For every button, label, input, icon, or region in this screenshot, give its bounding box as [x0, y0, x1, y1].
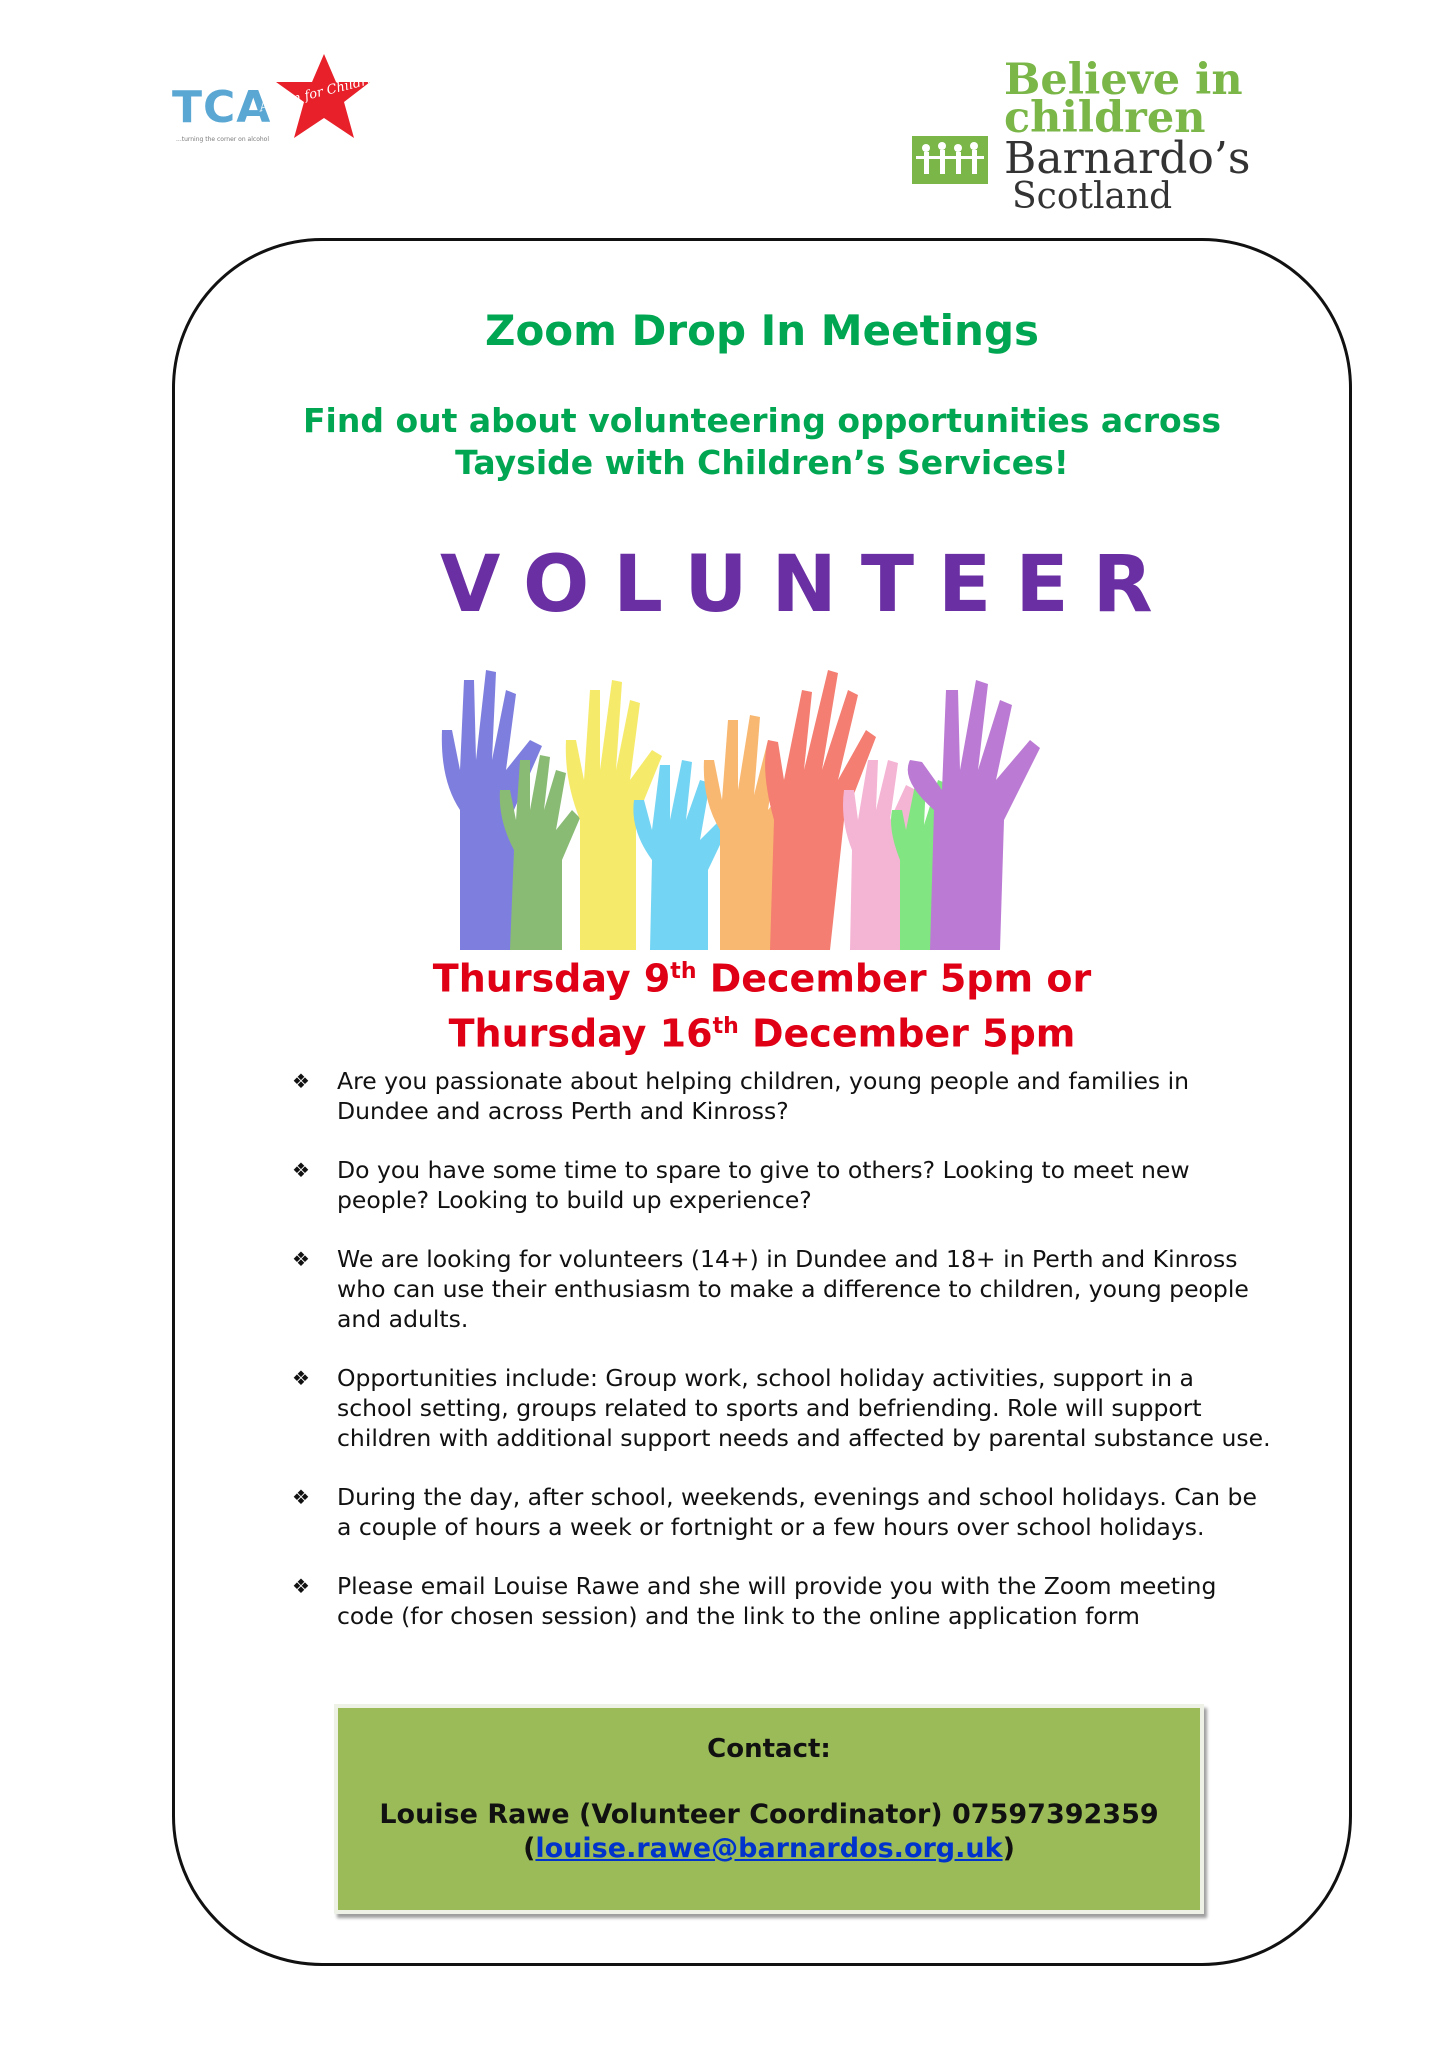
list-item: ❖ Please email Louise Rawe and she will provide you with the Zoom meeting code (for chosen session) and the link to the online application form — [292, 1572, 1217, 1630]
date-line-1: Thursday 9th December 5pm or — [432, 956, 1092, 1001]
diamond-bullet-icon: ❖ — [292, 1247, 310, 1271]
list-item: ❖ Opportunities include: Group work, school holiday activities, support in a school setting, groups related to sports and befriending. Role will support children with additional support needs and affected by parental substance use. — [292, 1364, 1271, 1452]
diamond-bullet-icon: ❖ — [292, 1366, 310, 1390]
believe-in-text: Believe in — [1004, 55, 1243, 105]
barnardos-name: Barnardo’s — [1004, 133, 1251, 184]
barnardos-logo — [912, 55, 1332, 228]
volunteer-banner-text: VOLUNTEER — [440, 540, 1177, 630]
info-bullet-list — [292, 1066, 1272, 1660]
tca-tagline: ...turning the corner on alcohol — [176, 136, 270, 143]
diamond-bullet-icon: ❖ — [292, 1485, 310, 1509]
tca-logo — [168, 52, 385, 143]
list-item: ❖ We are looking for volunteers (14+) in Dundee and 18+ in Perth and Kinross who can use their enthusiasm to make a difference to children, young people and adults. — [292, 1245, 1249, 1333]
contact-email-link[interactable]: louise.rawe@barnardos.org.uk — [535, 1833, 1003, 1864]
date-line-2: Thursday 16th December 5pm — [448, 1011, 1076, 1056]
contact-box — [334, 1704, 1204, 1914]
subtitle-line-1: Find out about volunteering opportunities across — [302, 401, 1221, 440]
contact-name-phone: Louise Rawe (Volunteer Coordinator) 07597392359 — [379, 1799, 1159, 1830]
list-item: ❖ During the day, after school, weekends, evenings and school holidays. Can be a couple of hours a week or fortnight or a few hours over school holidays. — [292, 1483, 1257, 1541]
action-for-children-star-icon — [257, 52, 385, 144]
diamond-bullet-icon: ❖ — [292, 1158, 310, 1182]
meeting-dates — [172, 948, 1352, 1057]
barnardos-people-icon — [912, 136, 988, 184]
diamond-bullet-icon: ❖ — [292, 1069, 310, 1093]
barnardos-region: Scotland — [1012, 176, 1173, 217]
action-for-children-text: Action for Children — [257, 70, 385, 116]
page-subtitle — [172, 400, 1352, 484]
contact-label: Contact: — [707, 1734, 831, 1764]
list-item: ❖ Do you have some time to spare to give to others? Looking to meet new people? Looking to build up experience? — [292, 1156, 1190, 1214]
tca-logo-text: TCA — [172, 82, 272, 133]
page-title: Zoom Drop In Meetings — [484, 306, 1040, 355]
raised-hands-illustration — [430, 660, 1070, 950]
list-item: ❖ Are you passionate about helping children, young people and families in Dundee and across Perth and Kinross? — [292, 1067, 1190, 1125]
diamond-bullet-icon: ❖ — [292, 1574, 310, 1598]
subtitle-line-2: Tayside with Children’s Services! — [455, 443, 1069, 482]
children-text: children — [1004, 93, 1206, 143]
contact-email-line: (louise.rawe@barnardos.org.uk) — [523, 1833, 1015, 1864]
